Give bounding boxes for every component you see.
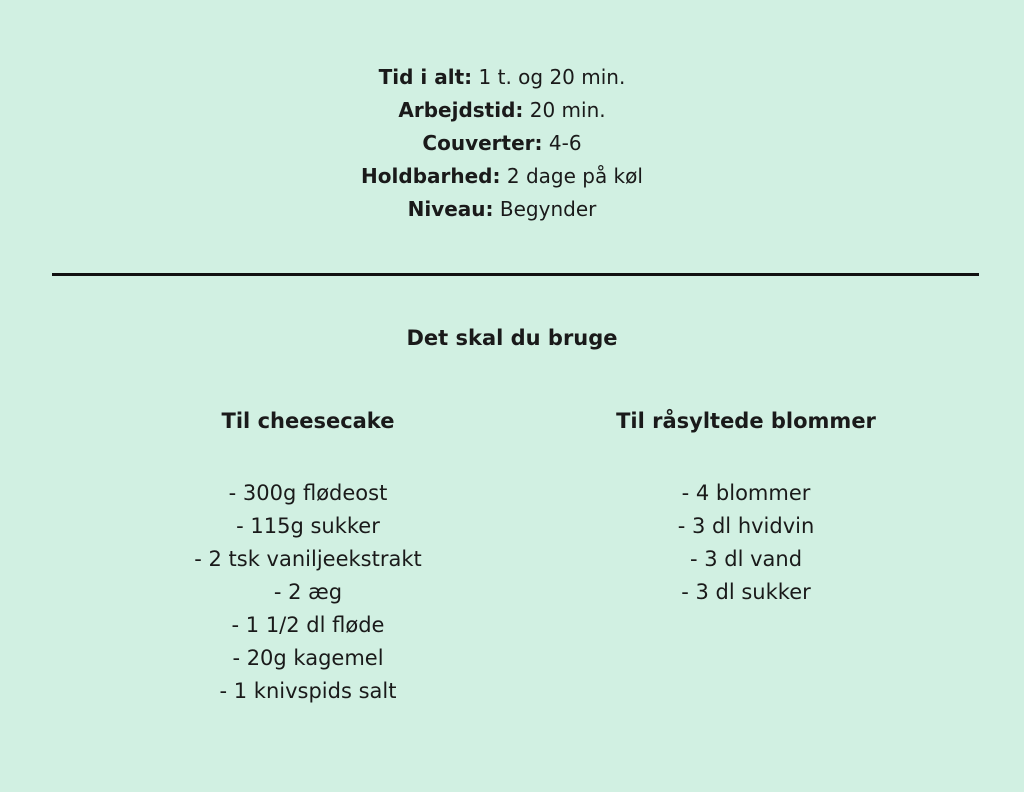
meta-value: 1 t. og 20 min. bbox=[478, 65, 626, 89]
list-item: - 3 dl vand bbox=[689, 547, 803, 571]
cheesecake-ingredients bbox=[158, 406, 458, 708]
plums-ingredients bbox=[596, 406, 896, 609]
meta-label: Arbejdstid: bbox=[398, 98, 524, 122]
meta-label: Holdbarhed: bbox=[361, 164, 501, 188]
list-item: - 4 blommer bbox=[681, 481, 811, 505]
meta-shelf-life bbox=[0, 160, 1004, 193]
recipe-meta bbox=[0, 61, 1004, 226]
section-title: Det skal du bruge bbox=[406, 326, 618, 350]
list-item: - 3 dl sukker bbox=[681, 580, 811, 604]
cheesecake-heading: Til cheesecake bbox=[221, 409, 395, 433]
list-item: - 2 tsk vaniljeekstrakt bbox=[194, 547, 422, 571]
list-item: - 300g flødeost bbox=[228, 481, 388, 505]
list-item: - 115g sukker bbox=[236, 514, 380, 538]
meta-value: 20 min. bbox=[529, 98, 606, 122]
meta-work-time bbox=[0, 94, 1004, 127]
list-item: - 1 1/2 dl fløde bbox=[231, 613, 385, 637]
list-item: - 1 knivspids salt bbox=[219, 679, 397, 703]
meta-level bbox=[0, 193, 1004, 226]
meta-total-time bbox=[0, 61, 1004, 94]
list-item: - 20g kagemel bbox=[232, 646, 384, 670]
list-item: - 2 æg bbox=[273, 580, 343, 604]
meta-value: Begynder bbox=[499, 197, 597, 221]
meta-label: Niveau: bbox=[407, 197, 494, 221]
plums-list bbox=[596, 477, 896, 609]
meta-label: Tid i alt: bbox=[378, 65, 473, 89]
meta-servings bbox=[0, 127, 1004, 160]
meta-value: 4-6 bbox=[548, 131, 582, 155]
list-item: - 3 dl hvidvin bbox=[677, 514, 815, 538]
plums-heading: Til råsyltede blommer bbox=[616, 409, 876, 433]
cheesecake-list bbox=[158, 477, 458, 708]
meta-value: 2 dage på køl bbox=[506, 164, 643, 188]
meta-label: Couverter: bbox=[422, 131, 543, 155]
divider bbox=[52, 273, 979, 276]
